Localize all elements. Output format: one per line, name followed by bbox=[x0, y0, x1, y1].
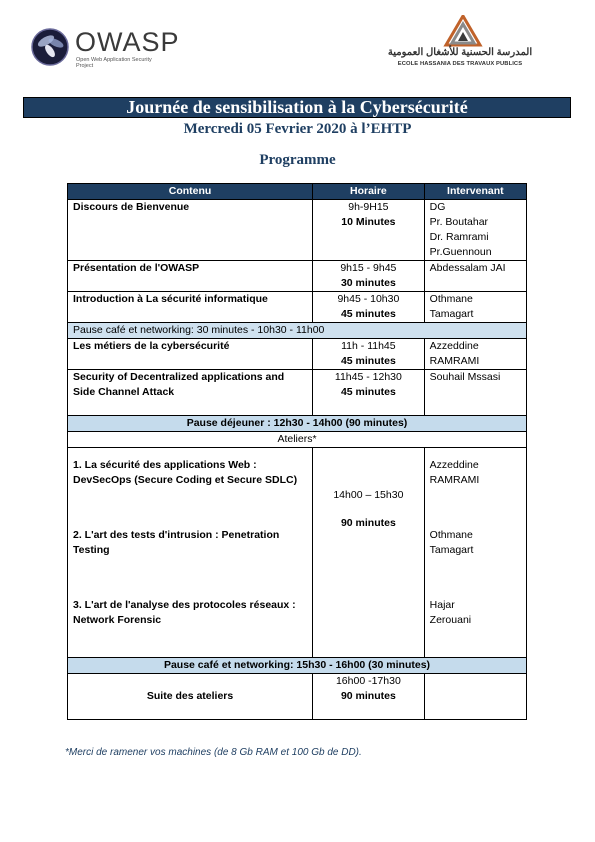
speaker: RAMRAMI bbox=[429, 474, 480, 486]
time-range: 14h00 – 15h30 bbox=[333, 489, 404, 501]
ehtp-logo bbox=[385, 15, 535, 70]
table-row bbox=[68, 674, 527, 720]
speaker: Zerouani bbox=[429, 614, 472, 626]
ateliers-row bbox=[68, 432, 527, 448]
footnote: *Merci de ramener vos machines (de 8 Gb RAM et 100 Gb de DD). bbox=[65, 747, 362, 758]
workshop-3 bbox=[73, 598, 307, 628]
time-range: 11h - 11h45 bbox=[341, 340, 396, 352]
row-speakers bbox=[424, 339, 526, 370]
workshops-time bbox=[313, 448, 425, 658]
column-header-contenu: Contenu bbox=[68, 184, 313, 200]
row-speakers bbox=[424, 200, 526, 261]
time-range: 9h-9H15 bbox=[348, 201, 389, 213]
table-row bbox=[68, 200, 527, 261]
lunch-break: Pause déjeuner : 12h30 - 14h00 (90 minutes) bbox=[68, 416, 527, 432]
ehtp-french-name: ECOLE HASSANIA DES TRAVAUX PUBLICS bbox=[397, 61, 523, 67]
row-content: Les métiers de la cybersécurité bbox=[68, 339, 313, 370]
row-content: Introduction à La sécurité informatique bbox=[68, 292, 313, 323]
time-range: 9h45 - 10h30 bbox=[337, 293, 400, 305]
workshop-line: Network Forensic bbox=[73, 614, 162, 626]
time-range: 9h15 - 9h45 bbox=[340, 262, 397, 274]
speaker: Azzeddine bbox=[429, 459, 479, 471]
row-time bbox=[313, 339, 425, 370]
row-content: Suite des ateliers bbox=[68, 674, 313, 720]
time-range: 11h45 - 12h30 bbox=[334, 371, 402, 383]
lunch-row bbox=[68, 416, 527, 432]
row-speakers bbox=[424, 292, 526, 323]
owasp-logo bbox=[30, 25, 180, 75]
coffee-break-morning: Pause café et networking: 30 minutes - 10h30 - 11h00 bbox=[68, 323, 527, 339]
duration: 45 minutes bbox=[340, 355, 396, 367]
duration: 30 minutes bbox=[340, 277, 396, 289]
table-row bbox=[68, 339, 527, 370]
duration: 90 minutes bbox=[340, 517, 396, 529]
table-header-row bbox=[68, 184, 527, 200]
speaker: Pr. Boutahar bbox=[429, 216, 489, 228]
table-row bbox=[68, 292, 527, 323]
row-speaker: Souhail Mssasi bbox=[424, 370, 526, 416]
speaker: Othmane bbox=[429, 293, 473, 305]
workshop-3-speakers bbox=[430, 598, 521, 628]
row-speaker-empty bbox=[424, 674, 526, 720]
pause-row bbox=[68, 658, 527, 674]
row-content bbox=[68, 370, 313, 416]
workshop-line: 3. L'art de l'analyse des protocoles réseaux : bbox=[73, 599, 296, 611]
row-time bbox=[313, 200, 425, 261]
speaker: Hajar bbox=[429, 599, 455, 611]
column-header-horaire: Horaire bbox=[313, 184, 425, 200]
duration: 45 minutes bbox=[340, 308, 396, 320]
workshop-line: 1. La sécurité des applications Web : bbox=[73, 459, 257, 471]
page-title: Journée de sensibilisation à la Cybersécurité bbox=[23, 97, 571, 118]
programme-table bbox=[67, 183, 527, 720]
programme-heading: Programme bbox=[259, 152, 336, 168]
ehtp-arabic-name: المدرسة الحسنية للأشغال العمومية bbox=[387, 47, 533, 58]
speaker: Othmane bbox=[429, 529, 473, 541]
owasp-subtitle: Open Web Application Security Project bbox=[76, 57, 152, 69]
coffee-break-afternoon: Pause café et networking: 15h30 - 16h00 (30 minutes) bbox=[68, 658, 527, 674]
speaker: Pr.Guennoun bbox=[429, 246, 492, 258]
workshop-2 bbox=[73, 528, 307, 558]
pause-row bbox=[68, 323, 527, 339]
row-time bbox=[313, 370, 425, 416]
workshop-1 bbox=[73, 458, 307, 488]
workshop-line: 2. L'art des tests d'intrusion : Penetration bbox=[73, 529, 280, 541]
workshops-speakers bbox=[424, 448, 526, 658]
duration: 45 minutes bbox=[340, 386, 396, 398]
duration: 10 Minutes bbox=[341, 216, 396, 228]
speaker: Dr. Ramrami bbox=[429, 231, 489, 243]
workshop-line: DevSecOps (Secure Coding et Secure SDLC) bbox=[73, 474, 298, 486]
workshop-2-speakers bbox=[430, 528, 521, 558]
workshop-1-speakers bbox=[430, 458, 521, 488]
row-time bbox=[313, 292, 425, 323]
column-header-intervenant: Intervenant bbox=[424, 184, 526, 200]
content-line: Side Channel Attack bbox=[73, 386, 175, 398]
speaker: Tamagart bbox=[429, 544, 474, 556]
speaker: Azzeddine bbox=[429, 340, 479, 352]
table-row bbox=[68, 261, 527, 292]
ateliers-heading: Ateliers* bbox=[68, 432, 527, 448]
row-speaker: Abdessalam JAI bbox=[424, 261, 526, 292]
speaker: RAMRAMI bbox=[429, 355, 480, 367]
speaker: DG bbox=[429, 201, 446, 213]
owasp-name: OWASP bbox=[75, 27, 180, 57]
table-row bbox=[68, 370, 527, 416]
row-content: Présentation de l'OWASP bbox=[68, 261, 313, 292]
workshops-row bbox=[68, 448, 527, 658]
time-range: 16h00 -17h30 bbox=[335, 675, 401, 687]
duration: 90 minutes bbox=[340, 690, 396, 702]
workshop-line: Testing bbox=[73, 544, 110, 556]
ehtp-triangle-icon bbox=[443, 15, 483, 47]
row-time bbox=[313, 674, 425, 720]
workshops-content bbox=[68, 448, 313, 658]
speaker: Tamagart bbox=[429, 308, 474, 320]
row-time bbox=[313, 261, 425, 292]
row-content: Discours de Bienvenue bbox=[68, 200, 313, 261]
event-date: Mercredi 05 Fevrier 2020 à l’EHTP bbox=[183, 121, 412, 137]
content-line: Security of Decentralized applications and bbox=[73, 371, 285, 383]
owasp-wasp-icon bbox=[30, 27, 70, 67]
